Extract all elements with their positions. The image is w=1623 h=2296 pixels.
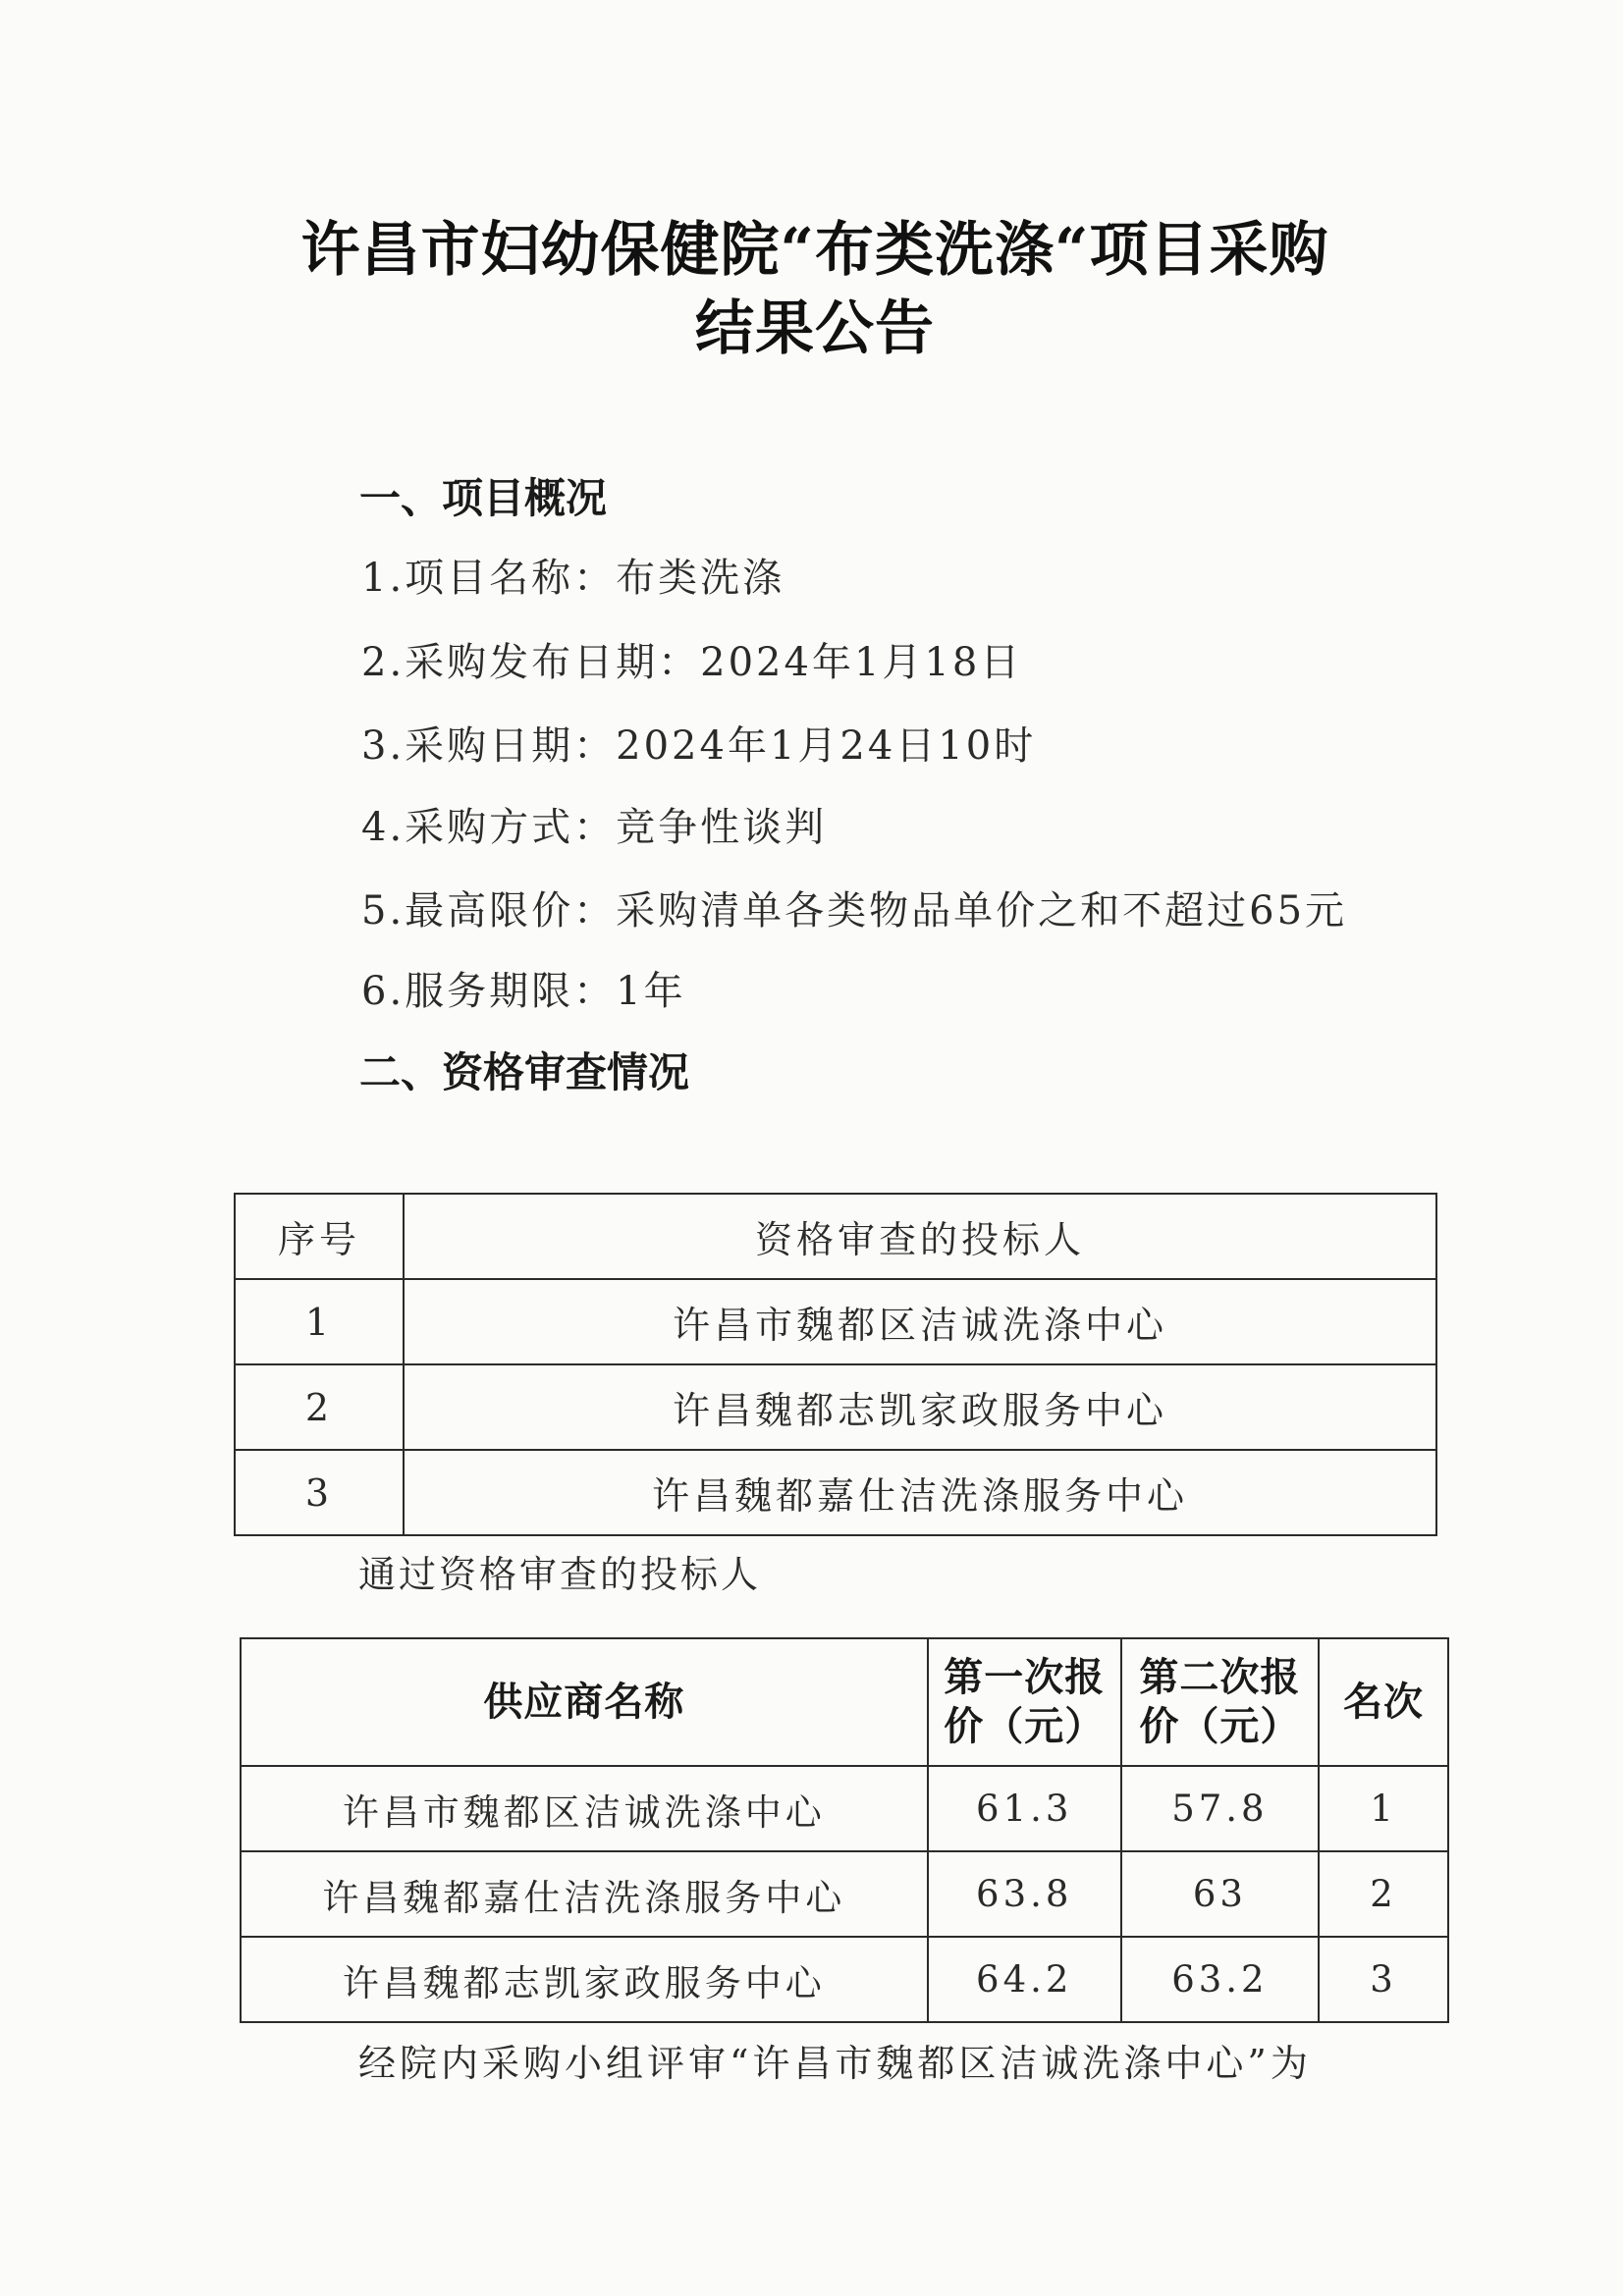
column-header-first-quote: 第一次报价（元） bbox=[928, 1638, 1121, 1766]
qualification-table bbox=[234, 1193, 1437, 1536]
cell-bidder: 许昌市魏都区洁诚洗涤中心 bbox=[404, 1279, 1436, 1364]
cell-index: 1 bbox=[235, 1279, 404, 1364]
cell-first-quote: 61.3 bbox=[928, 1766, 1121, 1851]
cell-rank: 1 bbox=[1319, 1766, 1448, 1851]
column-header-index: 序号 bbox=[235, 1194, 404, 1279]
cell-supplier: 许昌魏都志凯家政服务中心 bbox=[241, 1937, 928, 2022]
document-title-line1: 许昌市妇幼保健院“布类洗涤“项目采购 bbox=[300, 216, 1329, 285]
cell-supplier: 许昌魏都嘉仕洁洗涤服务中心 bbox=[241, 1851, 928, 1937]
table-row bbox=[241, 1851, 1448, 1937]
cell-bidder: 许昌魏都嘉仕洁洗涤服务中心 bbox=[404, 1450, 1436, 1535]
table-row bbox=[235, 1279, 1436, 1364]
section-heading-qualification: 二、资格审查情况 bbox=[359, 1048, 690, 1096]
table-header-row bbox=[235, 1194, 1436, 1279]
table-row bbox=[241, 1766, 1448, 1851]
cell-second-quote: 63 bbox=[1121, 1851, 1319, 1937]
table-row bbox=[235, 1364, 1436, 1450]
cell-supplier: 许昌市魏都区洁诚洗涤中心 bbox=[241, 1766, 928, 1851]
item-procurement-method: 4.采购方式：竞争性谈判 bbox=[361, 805, 828, 850]
document-title-line2: 结果公告 bbox=[695, 294, 935, 363]
passed-bidders-label: 通过资格审查的投标人 bbox=[358, 1553, 762, 1596]
cell-rank: 2 bbox=[1319, 1851, 1448, 1937]
closing-paragraph: 经院内采购小组评审“许昌市魏都区洁诚洗涤中心”为 bbox=[358, 2042, 1312, 2085]
cell-index: 2 bbox=[235, 1364, 404, 1450]
table-row bbox=[241, 1937, 1448, 2022]
quote-table bbox=[240, 1637, 1449, 2023]
column-header-bidder: 资格审查的投标人 bbox=[404, 1194, 1436, 1279]
item-procurement-date: 3.采购日期：2024年1月24日10时 bbox=[361, 723, 1037, 769]
table-row bbox=[235, 1450, 1436, 1535]
item-publish-date: 2.采购发布日期：2024年1月18日 bbox=[361, 640, 1023, 685]
cell-second-quote: 57.8 bbox=[1121, 1766, 1319, 1851]
cell-second-quote: 63.2 bbox=[1121, 1937, 1319, 2022]
item-service-period: 6.服务期限：1年 bbox=[361, 969, 686, 1014]
column-header-supplier: 供应商名称 bbox=[241, 1638, 928, 1766]
item-max-price: 5.最高限价：采购清单各类物品单价之和不超过65元 bbox=[361, 888, 1348, 934]
item-project-name: 1.项目名称：布类洗涤 bbox=[361, 556, 785, 601]
section-heading-project-overview: 一、项目概况 bbox=[359, 474, 608, 522]
table-header-row bbox=[241, 1638, 1448, 1766]
column-header-rank: 名次 bbox=[1319, 1638, 1448, 1766]
cell-index: 3 bbox=[235, 1450, 404, 1535]
cell-rank: 3 bbox=[1319, 1937, 1448, 2022]
cell-first-quote: 64.2 bbox=[928, 1937, 1121, 2022]
cell-first-quote: 63.8 bbox=[928, 1851, 1121, 1937]
cell-bidder: 许昌魏都志凯家政服务中心 bbox=[404, 1364, 1436, 1450]
column-header-second-quote: 第二次报价（元） bbox=[1121, 1638, 1319, 1766]
